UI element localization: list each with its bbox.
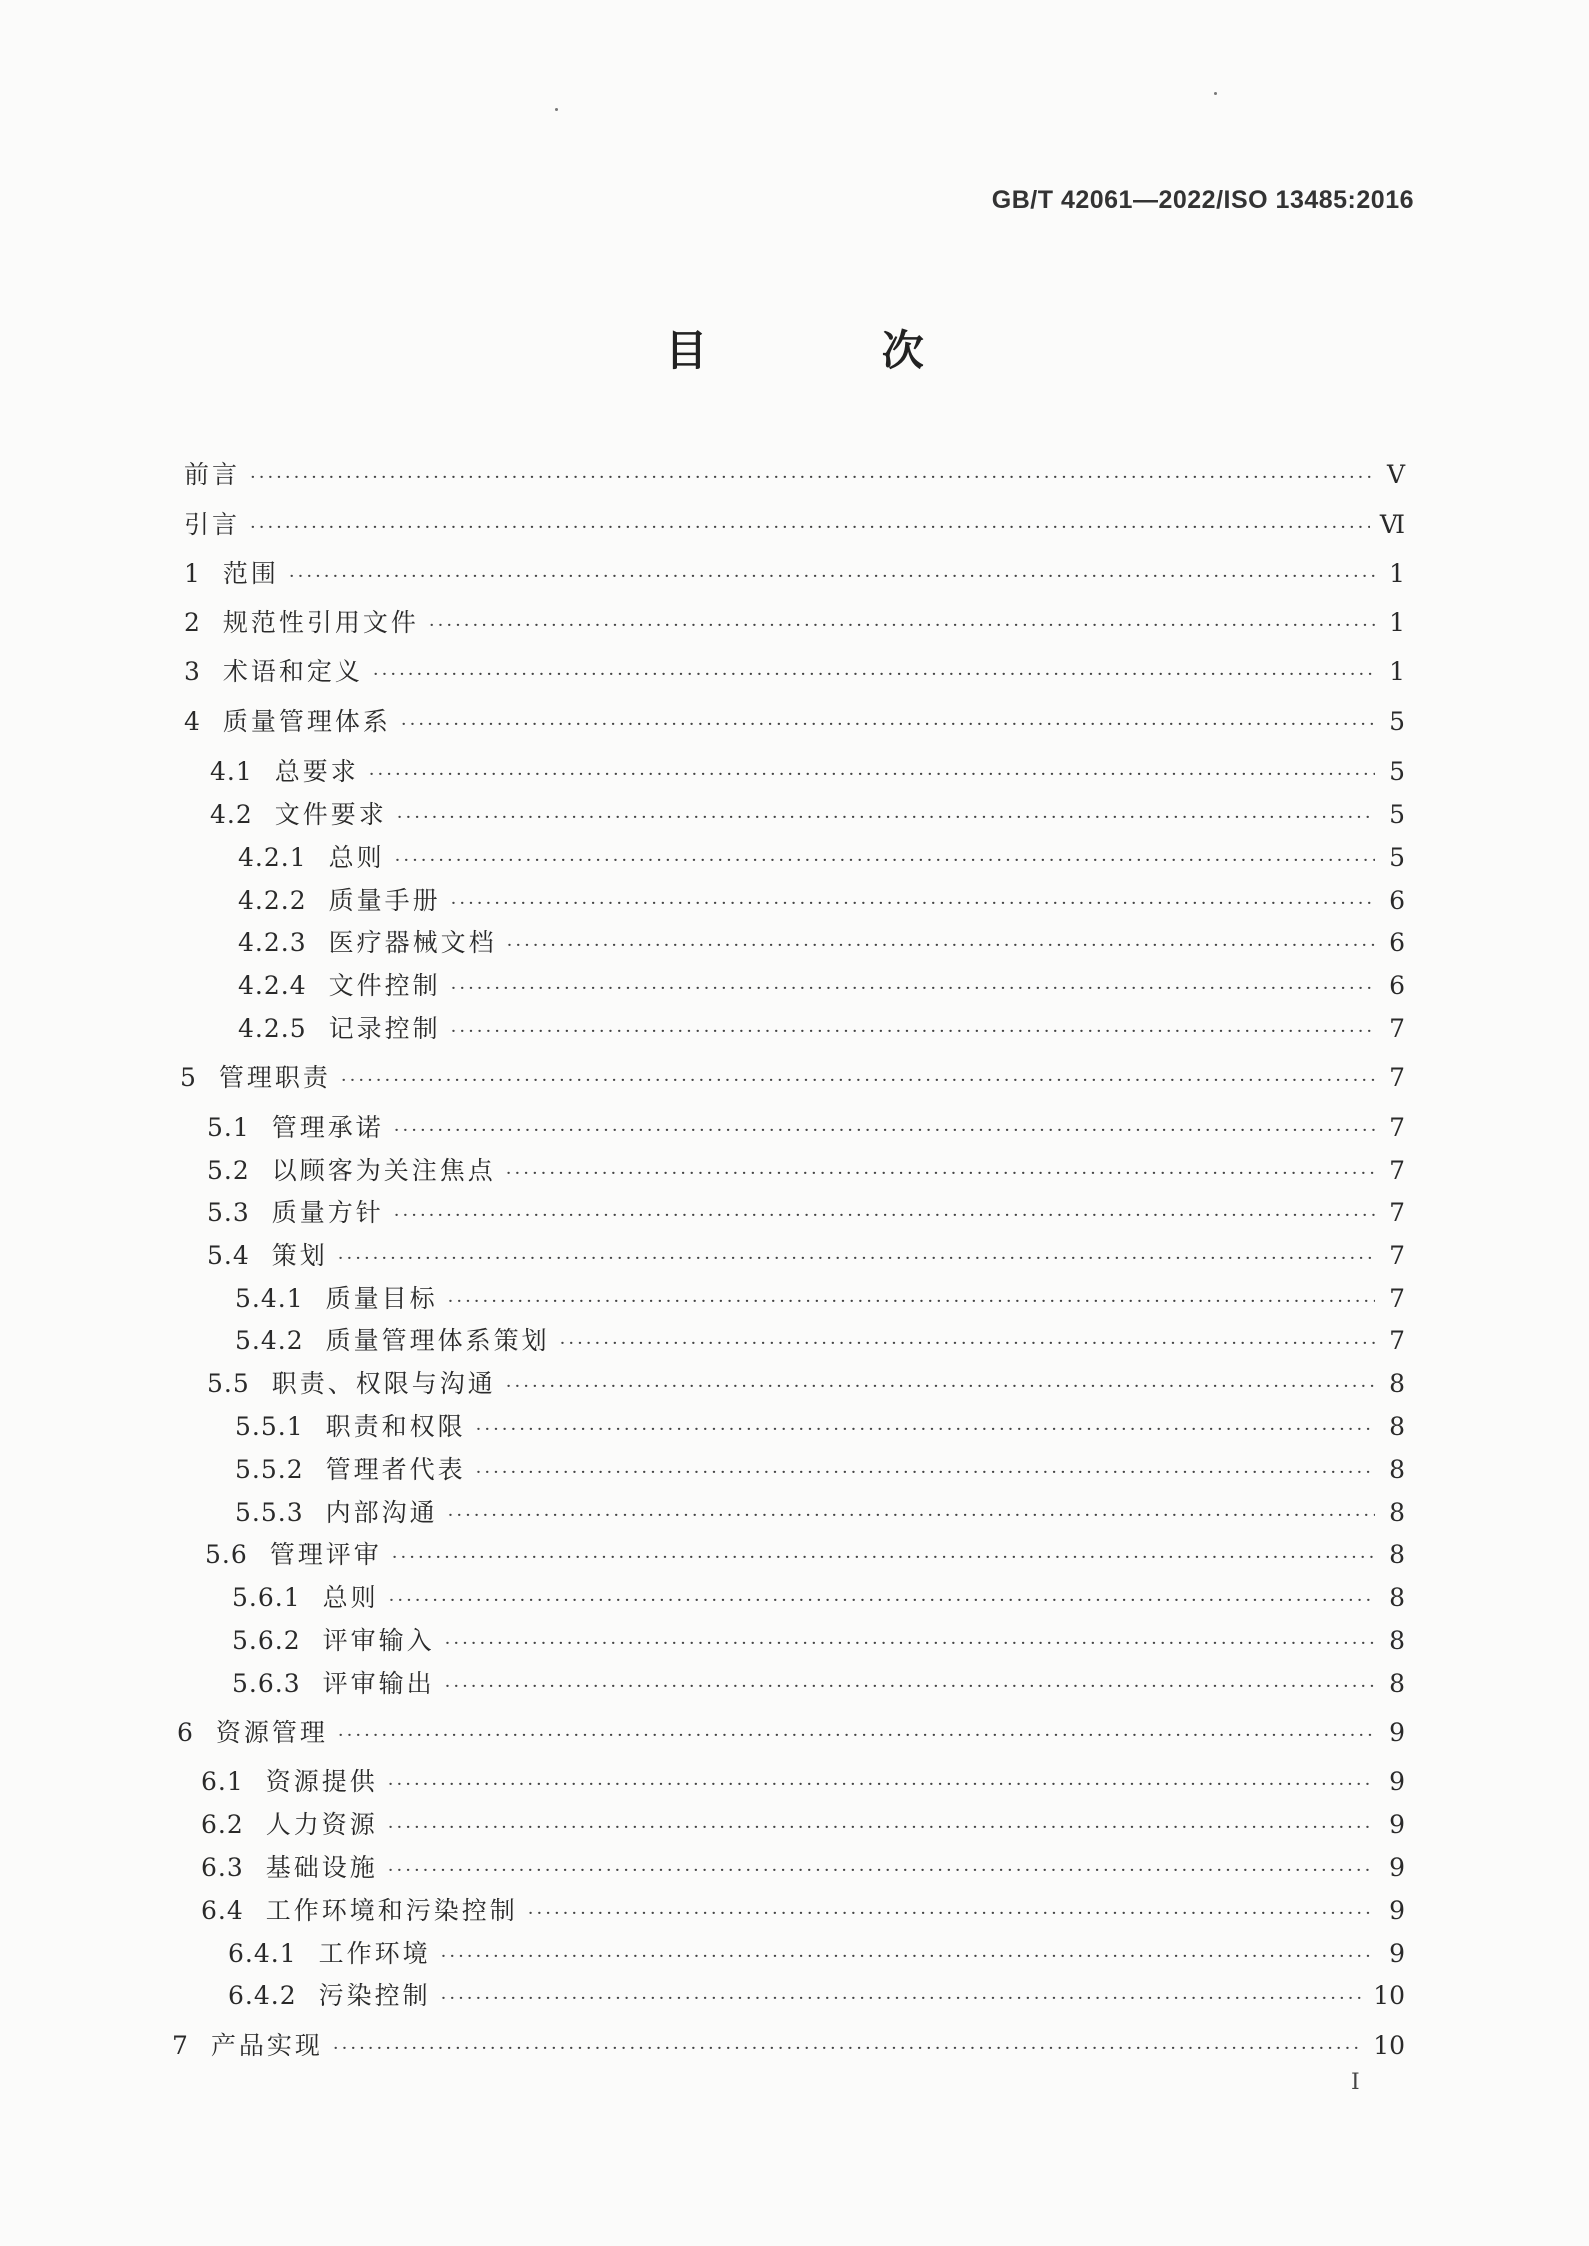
toc-entry [207, 1154, 1405, 1191]
toc-entry [238, 841, 1405, 878]
toc-entry-page: 1 [1389, 559, 1405, 588]
toc-entry [235, 1496, 1405, 1533]
toc-entry-title: 总要求 [274, 757, 359, 786]
toc-leader-dots [476, 1413, 1375, 1447]
toc-leader-dots [250, 461, 1375, 495]
toc-entry-page: 8 [1389, 1669, 1405, 1698]
toc-entry [235, 1453, 1405, 1490]
toc-entry-number: 7 [172, 2031, 189, 2060]
toc-leader-dots [373, 658, 1375, 692]
toc-leader-dots [451, 887, 1375, 921]
toc-entry-number: 6.4.2 [228, 1981, 297, 2010]
toc-entry-number: 4.2.3 [238, 928, 307, 957]
toc-entry-page: 8 [1389, 1540, 1405, 1569]
toc-entry-title: 评审输入 [322, 1626, 435, 1655]
toc-entry-number: 5.5.2 [235, 1455, 304, 1484]
toc-leader-dots [445, 1670, 1375, 1704]
toc-entry-page: 9 [1389, 1896, 1405, 1925]
toc-entry-number: 4.2.5 [238, 1014, 307, 1043]
toc-entry-page: 6 [1389, 971, 1405, 1000]
toc-entry [238, 969, 1405, 1006]
toc-entry [205, 1538, 1405, 1575]
toc-entry-page: 6 [1389, 928, 1405, 957]
toc-entry-number: 5.2 [207, 1156, 250, 1185]
toc-entry-title: 医疗器械文档 [328, 928, 497, 957]
toc-leader-dots [397, 801, 1375, 835]
toc-entry-title: 管理评审 [269, 1540, 382, 1569]
toc-entry-page: 8 [1389, 1412, 1405, 1441]
toc-entry [232, 1667, 1405, 1704]
toc-entry [228, 1979, 1405, 2016]
toc-entry-number: 4.1 [210, 757, 253, 786]
toc-entry-title: 污染控制 [318, 1981, 431, 2010]
toc-entry-title: 工作环境和污染控制 [265, 1896, 518, 1925]
toc-entry-title: 质量目标 [325, 1284, 438, 1313]
toc-leader-dots [448, 1499, 1375, 1533]
toc-entry [172, 2029, 1405, 2066]
toc-entry-title: 记录控制 [328, 1014, 441, 1043]
toc-entry-page: Ⅴ [1386, 460, 1405, 489]
toc-entry-number: 6 [177, 1718, 194, 1747]
toc-leader-dots [528, 1897, 1375, 1931]
toc-leader-dots [388, 1768, 1375, 1802]
toc-leader-dots [401, 708, 1375, 742]
toc-entry-title: 基础设施 [265, 1853, 378, 1882]
toc-entry-title: 管理者代表 [325, 1455, 466, 1484]
toc-entry-title: 评审输出 [322, 1669, 435, 1698]
toc-entry-title: 策划 [271, 1241, 328, 1270]
toc-entry-number: 5.6 [205, 1540, 248, 1569]
toc-entry [201, 1765, 1405, 1802]
toc-entry-number: 5.5.3 [235, 1498, 304, 1527]
toc-entry-title: 范围 [222, 559, 279, 588]
toc-leader-dots [507, 929, 1375, 963]
toc-entry-number: 4.2.2 [238, 886, 307, 915]
toc-entry-number: 5.4 [207, 1241, 250, 1270]
toc-entry [207, 1196, 1405, 1233]
toc-entry-title: 资源管理 [215, 1718, 328, 1747]
toc-entry-page: 7 [1389, 1063, 1405, 1092]
toc-entry-number: 5 [180, 1063, 197, 1092]
toc-entry [201, 1894, 1405, 1931]
toc-leader-dots [289, 560, 1375, 594]
toc-entry-title: 以顾客为关注焦点 [271, 1156, 496, 1185]
toc-entry-page: 6 [1389, 886, 1405, 915]
toc-entry-page: 8 [1389, 1583, 1405, 1612]
scan-speck [1214, 92, 1217, 95]
toc-entry-number: 5.5 [207, 1369, 250, 1398]
toc-entry-page: 9 [1389, 1767, 1405, 1796]
toc-leader-dots [506, 1370, 1375, 1404]
toc-entry-title: 文件控制 [328, 971, 441, 1000]
toc-leader-dots [341, 1064, 1375, 1098]
toc-entry [232, 1624, 1405, 1661]
toc-entry-page: 10 [1373, 2031, 1405, 2060]
toc-entry-number: 6.2 [201, 1810, 244, 1839]
toc-leader-dots [338, 1242, 1375, 1276]
toc-entry [207, 1367, 1405, 1404]
toc-entry [184, 655, 1405, 692]
toc-leader-dots [441, 1940, 1375, 1974]
toc-entry-title: 术语和定义 [222, 657, 363, 686]
toc-entry-number: 5.6.3 [232, 1669, 301, 1698]
toc-entry [210, 755, 1405, 792]
toc-leader-dots [429, 609, 1375, 643]
toc-entry-page: 9 [1389, 1810, 1405, 1839]
toc-entry-title: 引言 [184, 510, 241, 539]
toc-title: 目 次 [665, 326, 1004, 375]
scan-speck [555, 108, 558, 111]
toc-entry-page: 8 [1389, 1455, 1405, 1484]
toc-entry-number: 5.5.1 [235, 1412, 304, 1441]
toc-entry [184, 705, 1405, 742]
toc-entry-number: 4.2.1 [238, 843, 307, 872]
page-number: I [1351, 2070, 1360, 2095]
toc-entry-title: 质量方针 [271, 1198, 384, 1227]
toc-entry-number: 1 [184, 559, 201, 588]
toc-entry [238, 1012, 1405, 1049]
toc-leader-dots [395, 844, 1375, 878]
toc-entry [232, 1581, 1405, 1618]
toc-entry-title: 内部沟通 [325, 1498, 438, 1527]
toc-entry-number: 5.6.2 [232, 1626, 301, 1655]
toc-entry-title: 前言 [184, 460, 241, 489]
toc-leader-dots [394, 1114, 1375, 1148]
toc-leader-dots [250, 511, 1370, 545]
toc-entry [235, 1324, 1405, 1361]
toc-entry-title: 总则 [328, 843, 385, 872]
toc-entry-number: 6.1 [201, 1767, 244, 1796]
toc-entry-page: 7 [1389, 1014, 1405, 1043]
toc-entry-page: 8 [1389, 1626, 1405, 1655]
toc-entry-number: 4.2.4 [238, 971, 307, 1000]
toc-entry [180, 1061, 1405, 1098]
toc-leader-dots [560, 1327, 1375, 1361]
toc-entry-page: 9 [1389, 1718, 1405, 1747]
toc-leader-dots [388, 1811, 1375, 1845]
toc-entry-title: 质量管理体系 [222, 707, 391, 736]
toc-entry [207, 1111, 1405, 1148]
toc-entry-number: 6.4.1 [228, 1939, 297, 1968]
toc-entry-title: 质量手册 [328, 886, 441, 915]
toc-entry [238, 884, 1405, 921]
toc-entry [184, 606, 1405, 643]
toc-entry [184, 508, 1405, 545]
toc-entry-page: 1 [1389, 608, 1405, 637]
toc-leader-dots [333, 2032, 1363, 2066]
toc-entry [235, 1282, 1405, 1319]
toc-entry-page: 10 [1373, 1981, 1405, 2010]
toc-entry-title: 人力资源 [265, 1810, 378, 1839]
toc-entry-page: 8 [1389, 1369, 1405, 1398]
toc-leader-dots [338, 1719, 1375, 1753]
toc-entry-page: 9 [1389, 1939, 1405, 1968]
toc-leader-dots [394, 1199, 1375, 1233]
toc-leader-dots [392, 1541, 1375, 1575]
toc-entry-title: 总则 [322, 1583, 379, 1612]
toc-entry-number: 6.3 [201, 1853, 244, 1882]
toc-entry [235, 1410, 1405, 1447]
toc-entry-page: 7 [1389, 1241, 1405, 1270]
toc-entry-page: 5 [1389, 843, 1405, 872]
toc-entry-page: 9 [1389, 1853, 1405, 1882]
toc-entry-number: 3 [184, 657, 201, 686]
toc-entry-title: 管理承诺 [271, 1113, 384, 1142]
toc-entry [210, 798, 1405, 835]
toc-entry-title: 质量管理体系策划 [325, 1326, 550, 1355]
toc-entry-title: 管理职责 [218, 1063, 331, 1092]
toc-entry-number: 5.6.1 [232, 1583, 301, 1612]
toc-entry-page: 7 [1389, 1113, 1405, 1142]
standard-code: GB/T 42061—2022/ISO 13485:2016 [991, 186, 1414, 214]
toc-entry-number: 5.1 [207, 1113, 250, 1142]
toc-entry-number: 5.4.2 [235, 1326, 304, 1355]
toc-entry-title: 职责、权限与沟通 [271, 1369, 496, 1398]
toc-entry-page: 1 [1389, 657, 1405, 686]
toc-leader-dots [369, 758, 1375, 792]
toc-leader-dots [506, 1157, 1375, 1191]
toc-entry-title: 规范性引用文件 [222, 608, 419, 637]
toc-entry-number: 5.4.1 [235, 1284, 304, 1313]
toc-entry [201, 1851, 1405, 1888]
toc-entry [207, 1239, 1405, 1276]
toc-entry-number: 4 [184, 707, 201, 736]
toc-entry-page: 5 [1389, 800, 1405, 829]
toc-entry-page: 7 [1389, 1284, 1405, 1313]
toc-leader-dots [441, 1982, 1364, 2016]
toc-entry [184, 458, 1405, 495]
toc-leader-dots [476, 1456, 1375, 1490]
toc-entry-page: 7 [1389, 1156, 1405, 1185]
toc-entry-number: 4.2 [210, 800, 253, 829]
toc-entry-title: 产品实现 [210, 2031, 323, 2060]
toc-entry-page: 5 [1389, 707, 1405, 736]
toc-leader-dots [451, 972, 1375, 1006]
toc-entry-title: 职责和权限 [325, 1412, 466, 1441]
toc-entry-title: 资源提供 [265, 1767, 378, 1796]
toc-entry-number: 2 [184, 608, 201, 637]
toc-entry-number: 6.4 [201, 1896, 244, 1925]
toc-leader-dots [445, 1627, 1375, 1661]
toc-entry-title: 工作环境 [318, 1939, 431, 1968]
toc-entry [238, 926, 1405, 963]
toc-leader-dots [451, 1015, 1375, 1049]
toc-entry [201, 1808, 1405, 1845]
toc-leader-dots [389, 1584, 1375, 1618]
toc-entry-number: 5.3 [207, 1198, 250, 1227]
toc-entry [184, 557, 1405, 594]
toc-entry-page: 7 [1389, 1198, 1405, 1227]
toc-entry-page: Ⅵ [1379, 510, 1405, 539]
toc-entry-page: 7 [1389, 1326, 1405, 1355]
toc-leader-dots [388, 1854, 1375, 1888]
toc-entry [228, 1937, 1405, 1974]
toc-entry-page: 8 [1389, 1498, 1405, 1527]
toc-entry [177, 1716, 1405, 1753]
toc-entry-title: 文件要求 [274, 800, 387, 829]
toc-leader-dots [448, 1285, 1375, 1319]
toc-entry-page: 5 [1389, 757, 1405, 786]
